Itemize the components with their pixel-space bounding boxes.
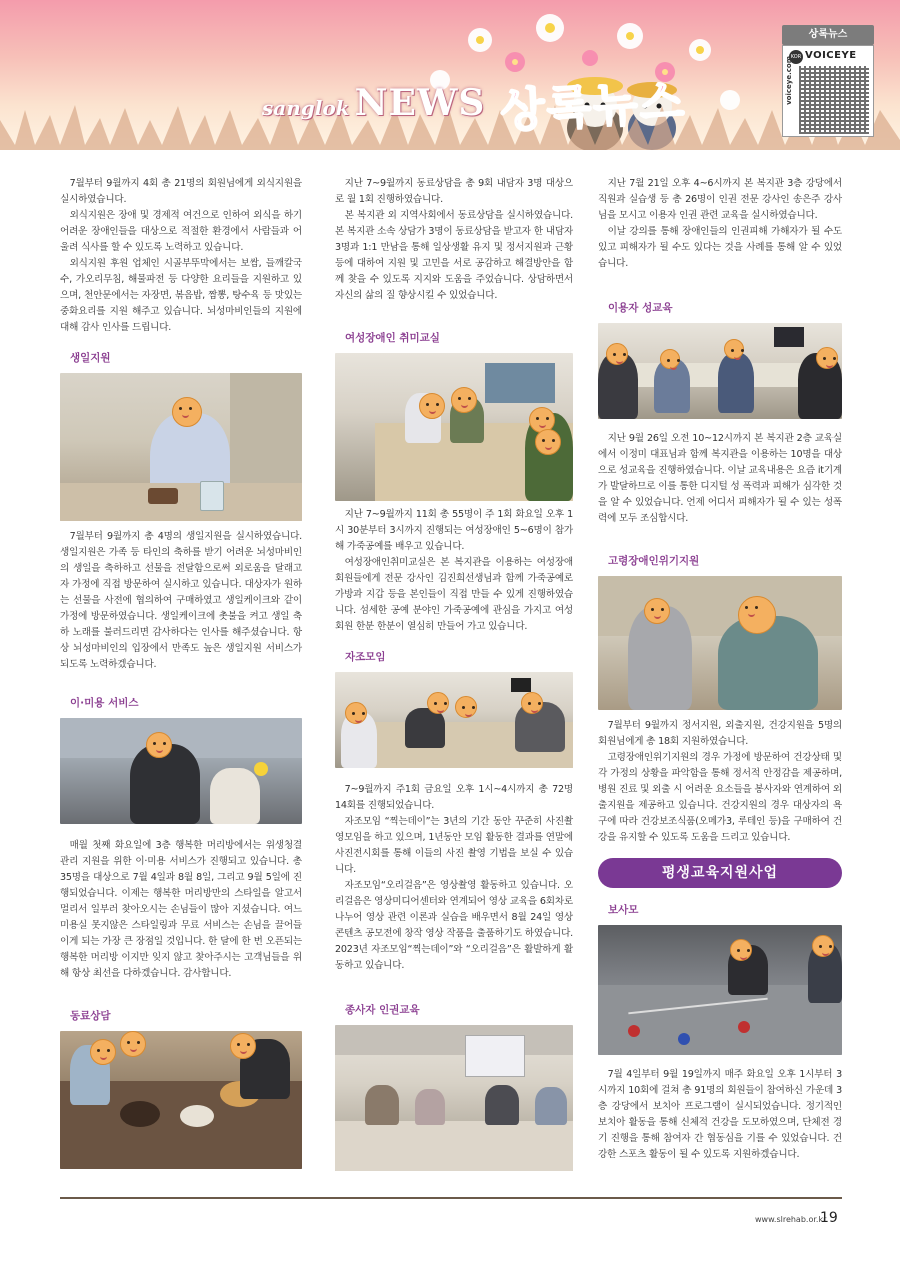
section-title-birthday: 생일지원: [70, 352, 111, 364]
face-sticker-icon: [812, 935, 834, 957]
boccia-paragraph: 7월 4일부터 9월 19일까지 매주 화요일 오후 1시부터 3시까지 10회에 걸쳐 총 91명의 회원들이 참여하신 가운데 3층 강당에서 보치아 프로그램이 실시되었습니다. 정기적인 보치아 활동을 통해 신체적 건강을 도모하였으며, 단체전 경기 진행을 통해 참여자 간 협동심을 기를 수 있었습니다. 건강한 스포츠 활동이 될 수 있도록 지원하겠습니다.: [598, 1069, 842, 1160]
women-hobby-photo: [335, 353, 573, 501]
elder-paragraph-1: 7월부터 9월까지 정서지원, 외출지원, 건강지원을 5명의 회원님에게 총 18회 지원하였습니다.: [598, 720, 842, 747]
face-sticker-icon: [816, 347, 838, 369]
face-sticker-icon: [345, 702, 367, 724]
sex-education-photo: [598, 323, 842, 419]
section-title-boccia: 보사모: [608, 904, 639, 916]
face-sticker-icon: [419, 393, 445, 419]
sex-ed-paragraph: 지난 9월 26일 오전 10~12시까지 본 복지관 2층 교육실에서 이정미 대표님과 함께 복지관을 이용하는 10명을 대상으로 성교육을 진행하였습니다. 이날 교육내용은 요즘 it기계가 발달하므로 이를 통한 디지털 성 폭력과 피해가 심각한 것을 알 수 있었습니다. 언제 어디서 피해자가 될 수 있는 성폭력에 모두 조심합시다.: [598, 433, 842, 524]
face-sticker-icon: [230, 1033, 256, 1059]
hair-service-photo: [60, 718, 302, 824]
section-tag: 상록뉴스: [782, 25, 874, 45]
face-sticker-icon: [451, 387, 477, 413]
peer-counseling-photo: [60, 1031, 302, 1169]
women-paragraph-1: 지난 7~9월까지 11회 총 55명이 주 1회 화요일 오후 1시 30분부터 3시까지 진행되는 여성장애인 5~6명이 참가해 가죽공예를 배우고 있습니다.: [335, 509, 573, 552]
dining-paragraph-1: 7월부터 9월까지 4회 총 21명의 회원님에게 외식지원을 실시하였습니다.: [60, 178, 302, 205]
header-title-ko: 상록뉴스: [498, 74, 688, 138]
column-2: [335, 176, 573, 1171]
face-sticker-icon: [738, 596, 776, 634]
section-title-peer: 동료상담: [70, 1010, 111, 1022]
section-title-staff-rights: 종사자 인권교육: [345, 1004, 420, 1016]
section-title-sex-ed: 이용자 성교육: [608, 302, 673, 314]
face-sticker-icon: [606, 343, 628, 365]
column-3: [598, 176, 842, 1163]
face-sticker-icon: [730, 939, 752, 961]
face-sticker-icon: [660, 349, 680, 369]
staff-rights-photo: [335, 1025, 573, 1171]
rights-paragraph-2: 이날 강의를 통해 장애인들의 인권피해 가해자가 될 수도 있고 피해자가 될 수도 있다는 것을 사례를 통해 알 수 있었습니다.: [598, 226, 842, 269]
voiceye-brand: VOICEYE: [805, 50, 857, 61]
self-help-photo: [335, 672, 573, 768]
face-sticker-icon: [146, 732, 172, 758]
rights-paragraph-1: 지난 7월 21일 오후 4~6시까지 본 복지관 3층 강당에서 직원과 실습생 등 총 26명이 인권 전문 강사인 송은주 강사님을 모시고 이용자 인권 관련 교육을 실시하였습니다.: [598, 178, 842, 221]
face-sticker-icon: [644, 598, 670, 624]
peer-paragraph-2: 본 복지관 외 지역사회에서 동료상담을 실시하였습니다. 본 복지관 소속 상담가 3명이 동료상담을 받고자 한 내담자 3명과 1:1 만남을 통해 일상생활 유지 및 정서지원과 근황 등에 대하여 지원 및 고민을 서로 공감하고 해결방안을 함께 찾을 수 있도록 지지와 도움을 주었습니다. 상담하면서 자신의 삶의 질 향상시킬 수 있었습니다.: [335, 210, 573, 301]
face-sticker-icon: [427, 692, 449, 714]
peer-paragraph-1: 지난 7~9월까지 동료상담을 총 9회 내담자 3명 대상으로 월 1회 진행하였습니다.: [335, 178, 573, 205]
voiceye-qr-icon[interactable]: [782, 45, 874, 137]
header-title-en: sanglok NEWS: [262, 82, 486, 124]
face-sticker-icon: [120, 1031, 146, 1057]
lifelong-education-banner: 평생교육지원사업: [598, 858, 842, 888]
elder-paragraph-2: 고령장애인위기지원의 경우 가정에 방문하여 건강상태 및 각 가정의 상황을 파악함을 통해 정서적 안정감을 제공하며, 병원 진료 및 외출 시 어려운 요소들을 봉사자와 연계하여 외출지원을 제공하고 있습니다. 건강지원의 경우 대상자의 욕구에 따라 건강보조식품(오메가3, 루테인 등)을 구매하여 건강을 유지할 수 있도록 도움을 드리고 있습니다.: [598, 752, 842, 843]
face-sticker-icon: [172, 397, 202, 427]
birthday-photo: [60, 373, 302, 521]
voiceye-site-label: voiceye.com: [785, 56, 793, 105]
dining-paragraph-3: 외식지원 후원 업체인 시골부뚜막에서는 보쌈, 들깨칼국수, 가오리무침, 해물파전 등 다양한 요리들을 지원하고 있으며, 천안문에서는 자장면, 볶음밥, 짬뽕, 탕수육 등 맛있는 중화요리를 지원 해주고 있습니다. 뇌성마비인들의 지원에 대해 감사 인사를 드립니다.: [60, 258, 302, 333]
column-1: [60, 176, 302, 1169]
elder-support-photo: [598, 576, 842, 710]
face-sticker-icon: [90, 1039, 116, 1065]
boccia-photo: [598, 925, 842, 1055]
face-sticker-icon: [455, 696, 477, 718]
kor-badge: KOR: [789, 50, 803, 64]
face-sticker-icon: [521, 692, 543, 714]
section-title-self-help: 자조모임: [345, 651, 386, 663]
footer-website[interactable]: www.slrehab.or.kr: [755, 1215, 827, 1224]
hair-paragraph: 매월 첫째 화요일에 3층 행복한 머리방에서는 위생청결 관리 지원을 위한 이·미용 서비스가 진행되고 있습니다. 총 35명을 대상으로 7월 4일과 8월 8일, 그리고 9월 5일에 진행되었습니다. 이제는 행복한 머리방만의 스타일을 알고서 멀리서 일부러 찾아오시는 손님들이 많아 지셨습니다. 여느 미용실 못지않은 스타일링과 무료 서비스는 손님을 끌어들이게 되는 가장 큰 장점일 것입니다. 한 달에 한 번 오픈되는 행복한 머리방 이지만 잊지 않고 찾아주시는 고객님들을 위해 항상 최선을 다하겠습니다. 감사합니다.: [60, 840, 302, 979]
women-paragraph-2: 여성장애인취미교실은 본 복지관을 이용하는 여성장애 회원들에게 전문 강사인 김진희선생님과 함께 가죽공예로 가방과 지갑 등을 본인들이 직접 만들 수 있게 진행하였습니다. 섬세한 공예 분야인 가죽공예에 관심을 가지고 여성회원 한분 한분이 열심히 만들어 가고 있습니다.: [335, 557, 573, 632]
face-sticker-icon: [724, 339, 744, 359]
face-sticker-icon: [535, 429, 561, 455]
dining-paragraph-2: 외식지원은 장애 및 경제적 여건으로 인하여 외식을 하기 어려운 장애인들을 대상으로 적절한 환경에서 사람들과 어울려 식사를 할 수 있도록 노력하고 있습니다.: [60, 210, 302, 253]
section-title-elder: 고령장애인위기지원: [608, 555, 700, 567]
section-title-hair: 이·미용 서비스: [70, 697, 139, 709]
section-title-women: 여성장애인 취미교실: [345, 332, 440, 344]
footer-divider: [60, 1197, 842, 1199]
birthday-paragraph: 7월부터 9월까지 총 4명의 생일지원을 실시하였습니다. 생일지원은 가족 등 타인의 축하를 받기 어려운 뇌성마비인의 생일을 축하하고 선물을 전달함으로써 외로움을 달래고자 가정에 직접 방문하여 실시하고 있습니다. 대상자가 원하는 선물을 사전에 협의하여 구매하였고 생일케이크와 같이 가정에 방문하였습니다. 생일케이크에 촛불을 켜고 생일 축하 노래를 불러드리면 감사하다는 인사를 해주셨습니다. 항상 뇌성마비인의 입장에서 만족도 높은 생일지원 서비스가 되도록 노력하겠습니다.: [60, 531, 302, 670]
self-help-paragraph-3: 자조모임“오리걸음”은 영상촬영 활동하고 있습니다. 오리걸음은 영상미디어센터와 연계되어 영상 교육을 6회차로 나누어 영상 관련 이론과 실습을 배우면서 8월 24일 영상콘텐츠 공모전에 창작 영상 작품을 출품하기도 하였습니다. 2023년 자조모임“찍는데이”와 “오리걸음”은 활발하게 활동하고 있습니다.: [335, 880, 573, 971]
voiceye-code: [799, 66, 869, 134]
page-number: 19: [820, 1210, 838, 1226]
header-banner: [0, 0, 900, 150]
self-help-paragraph-1: 7~9월까지 주1회 금요일 오후 1시~4시까지 총 72명 14회를 진행되었습니다.: [335, 784, 573, 811]
self-help-paragraph-2: 자조모임 “찍는데이”는 3년의 기간 동안 꾸준히 사진촬영모임을 하고 있으며, 1년동안 모임 활동한 결과를 연말에 사진전시회를 통해 이들의 사진 촬영 기법을 보실 수 있습니다.: [335, 816, 573, 875]
